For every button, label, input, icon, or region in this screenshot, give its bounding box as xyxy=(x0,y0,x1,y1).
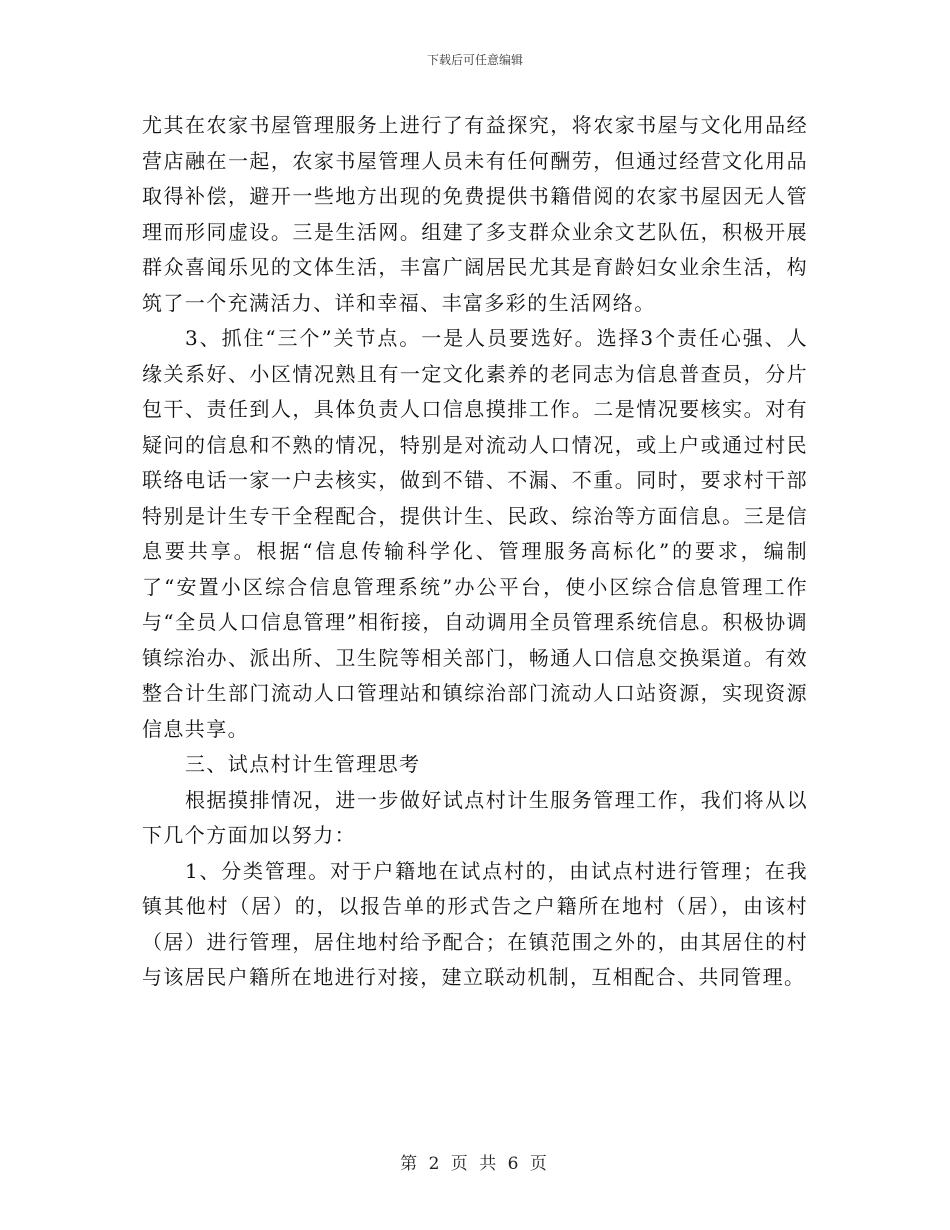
section-heading-three: 三、试点村计生管理思考 xyxy=(185,752,421,776)
page-number-footer: 第 2 页 共 6 页 xyxy=(400,1154,550,1174)
document-body xyxy=(142,108,808,996)
paragraph-classified-management: 1、分类管理。对于户籍地在试点村的，由试点村进行管理；在我镇其他村（居）的，以报告单的形式告之户籍所在地村（居），由该村（居）进行管理，居住地村给予配合；在镇范围之外的，由其居住的村与该居民户籍所在地进行对接，建立联动机制，互相配合、共同管理。 xyxy=(142,858,808,989)
paragraph-continuation: 尤其在农家书屋管理服务上进行了有益探究，将农家书屋与文化用品经营店融在一起，农家书屋管理人员未有任何酬劳，但通过经营文化用品取得补偿，避开一些地方出现的免费提供书籍借阅的农家书屋因无人管理而形同虚设。三是生活网。组建了多支群众业余文艺队伍，积极开展群众喜闻乐见的文体生活，丰富广阔居民尤其是育龄妇女业余生活，构筑了一个充满活力、详和幸福、丰富多彩的生活网络。 xyxy=(142,113,808,315)
paragraph-three-key-points: 3、抓住“三个”关节点。一是人员要选好。选择3个责任心强、人缘关系好、小区情况熟且有一定文化素养的老同志为信息普查员，分片包干、责任到人，具体负责人口信息摸排工作。二是情况要核实。对有疑问的信息和不熟的情况，特别是对流动人口情况，或上户或通过村民联络电话一家一户去核实，做到不错、不漏、不重。同时，要求村干部特别是计生专干全程配合，提供计生、民政、综治等方面信息。三是信息要共享。根据“信息传输科学化、管理服务高标化”的要求，编制了“安置小区综合信息管理系统”办公平台，使小区综合信息管理工作与“全员人口信息管理”相衔接，自动调用全员管理系统信息。积极协调镇综治办、派出所、卫生院等相关部门，畅通人口信息交换渠道。有效整合计生部门流动人口管理站和镇综治部门流动人口站资源，实现资源信息共享。 xyxy=(142,326,808,741)
paragraph-intro-efforts: 根据摸排情况，进一步做好试点村计生服务管理工作，我们将从以下几个方面加以努力： xyxy=(142,787,808,847)
page-header: 下载后可任意编辑 xyxy=(426,53,523,67)
